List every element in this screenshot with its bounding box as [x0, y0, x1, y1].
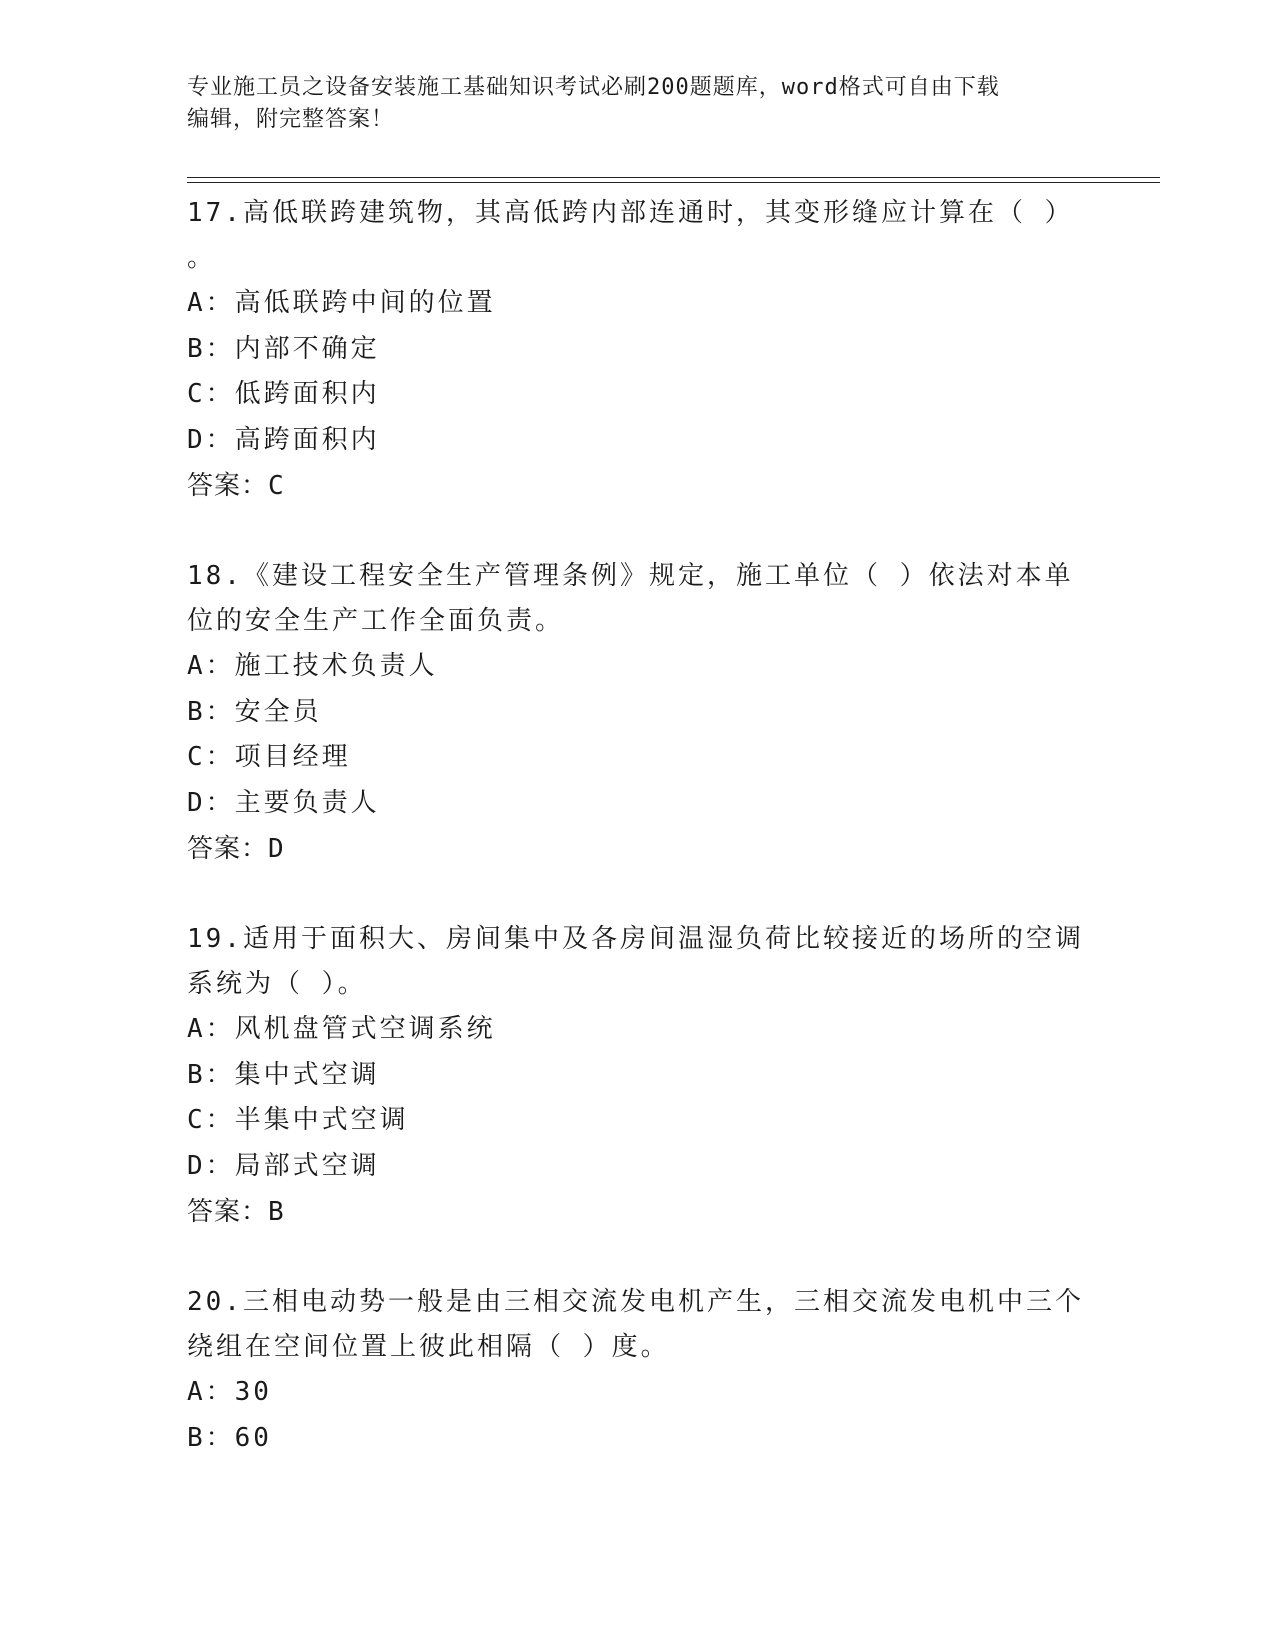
question-stem [187, 191, 1087, 281]
question-stem-line: 18.《建设工程安全生产管理条例》规定，施工单位（ ）依法对本单 [187, 561, 1074, 591]
question-17 [187, 191, 1087, 509]
option-b: B：内部不确定 [187, 333, 380, 364]
option-a: A：30 [187, 1377, 272, 1407]
header-line-2: 编辑，附完整答案！ [187, 107, 395, 132]
option-c: C：半集中式空调 [187, 1105, 409, 1135]
option-c: C：项目经理 [187, 742, 351, 772]
question-stem-line: 20.三相电动势一般是由三相交流发电机产生，三相交流发电机中三个 [187, 1287, 1084, 1317]
question-stem [187, 917, 1087, 1007]
question-18 [187, 554, 1087, 872]
option-b: B：集中式空调 [187, 1059, 380, 1090]
question-stem [187, 554, 1087, 644]
option-a: A：风机盘管式空调系统 [187, 1014, 496, 1044]
question-stem-line: 位的安全生产工作全面负责。 [187, 606, 565, 636]
option-a: A：施工技术负责人 [187, 651, 438, 681]
question-stem-line: 系统为（ ）。 [187, 969, 367, 999]
question-19 [187, 917, 1087, 1235]
answer-line: 答案：D [187, 834, 285, 864]
header-divider-bottom [187, 182, 1160, 183]
question-stem-line: 17.高低联跨建筑物，其高低跨内部连通时，其变形缝应计算在（ ） [187, 198, 1074, 228]
option-b: B：60 [187, 1422, 272, 1453]
option-c: C：低跨面积内 [187, 379, 380, 409]
question-stem [187, 1280, 1087, 1370]
header-divider-top [187, 177, 1160, 178]
answer-line: 答案：B [187, 1197, 285, 1227]
option-d: D：局部式空调 [187, 1150, 380, 1181]
option-d: D：高跨面积内 [187, 424, 380, 455]
question-stem-line: 。 [187, 243, 217, 273]
option-a: A：高低联跨中间的位置 [187, 288, 496, 318]
question-stem-line: 19.适用于面积大、房间集中及各房间温湿负荷比较接近的场所的空调 [187, 924, 1084, 954]
question-20 [187, 1280, 1087, 1461]
question-list [187, 191, 1087, 1506]
document-header [187, 72, 1087, 136]
option-b: B：安全员 [187, 696, 322, 727]
option-d: D：主要负责人 [187, 787, 380, 818]
header-line-1: 专业施工员之设备安装施工基础知识考试必刷200题题库，word格式可自由下载 [187, 75, 1000, 100]
question-stem-line: 绕组在空间位置上彼此相隔（ ）度。 [187, 1332, 670, 1362]
answer-line: 答案：C [187, 471, 285, 501]
